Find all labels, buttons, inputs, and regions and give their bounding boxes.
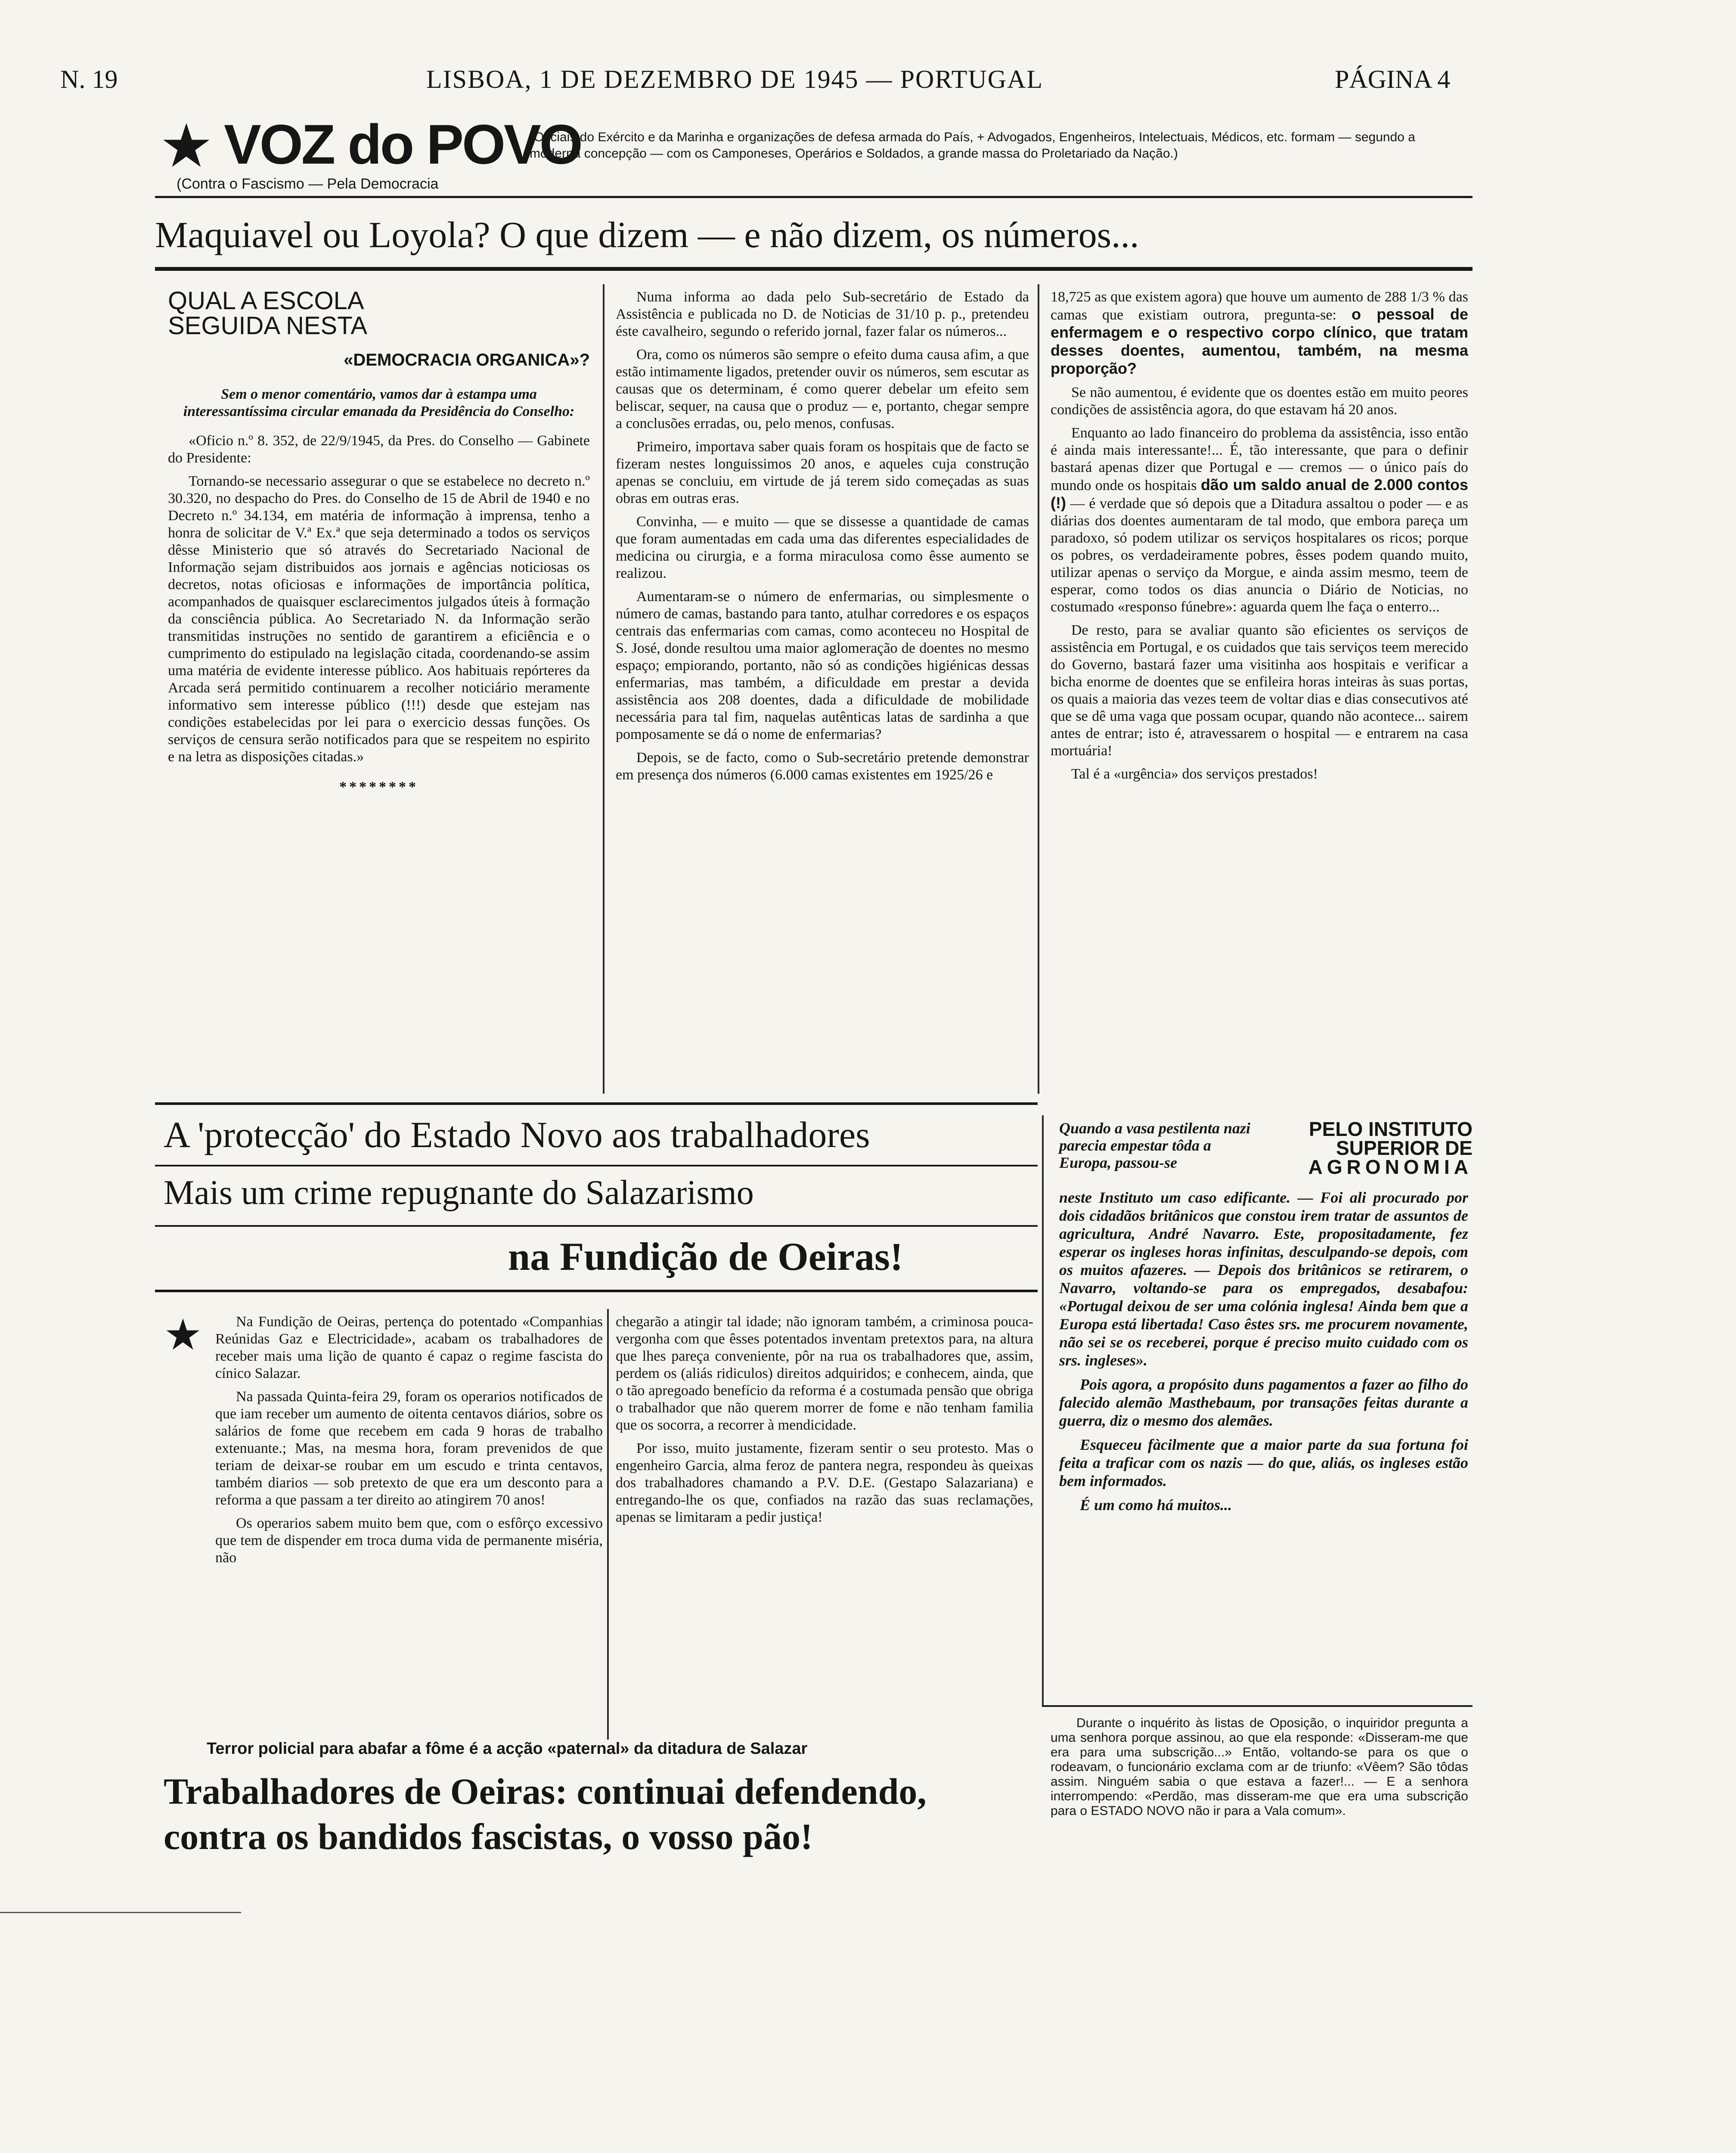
article3-title [1274,1120,1472,1176]
article2-star-icon: ★ [164,1309,202,1360]
article1-intro: Sem o menor comentário, vamos dar à estampa uma interessantíssima circular emanada da Presidência do Conselho: [183,386,575,419]
article1-col2 [616,289,1029,790]
article2-closing-line1: Trabalhadores de Oeiras: continuai defendendo, [164,1771,927,1812]
issue-number: N. 19 [60,65,118,93]
article1-col3-p1a: 18,725 as que existem agora) que houve um aumento de 288 1/3 % das camas que existiam outrora, pregunta-se: [1051,289,1468,323]
article2-headline3: na Fundição de Oeiras! [508,1235,903,1278]
article2-col1 [215,1313,603,1573]
masthead-star-icon: ★ [159,111,214,181]
masthead-title: VOZ do POVO [224,113,581,176]
masthead-tagline: (Contra o Fascismo — Pela Democracia [177,176,439,192]
article3-title1: PELO INSTITUTO [1309,1118,1472,1140]
bottom-edge-rule [0,1912,241,1913]
article2-top-rule [155,1102,1038,1105]
article3-p3: Esqueceu fàcilmente que a maior parte da sua fortuna foi feita a traficar com os nazis — do que, aliás, os ingleses estão bem informados. [1059,1436,1468,1489]
article2-kicker: Terror policial para abafar a fôme é a acção «paternal» da ditadura de Salazar [207,1740,808,1758]
article1-col3-p1 [1051,289,1468,378]
article1-col3-p5: Tal é a «urgência» dos serviços prestados! [1071,766,1318,782]
article3-title3: AGRONOMIA [1308,1156,1472,1178]
article1-col3-p3c: — é verdade que só depois que a Ditadura assaltou o poder — e as diárias dos doentes aumentaram de tal modo, que embora pareça um paradoxo, só podem utilizar os serviços hospitalares os ricos; porque os pobres, os verdadeiramente pobres, êsses podem quando muito, utilizar apenas o serviço da Morgue, e ainda assim mesmo, teem de esperar, como todos os dias anuncia o Diário de Noticias, no costumado «responso fúnebre»: aguarda quem lhe faça o enterro... [1051,496,1468,615]
article1-divider: ******** [339,779,418,795]
article3-p1: neste Instituto um caso edificante. — Foi ali procurado por dois cidadãos britânicos que constou irem tratar de assuntos de agricultura, André Navarro. Este, propositadamente, fez esperar os ingleses horas infinitas, desculpando-se depois, com os muitos afazeres. — Depois dos britânicos se retirarem, o Navarro, voltando-se para os empregados, desabafou: «Portugal deixou de ser uma colónia inglesa! Ainda bem que a Europa está libertada! Caso êstes srs. me procurem novamente, não sei se os receberei, porque é preciso muito cuidado com os srs. ingleses». [1059,1189,1468,1369]
article1-col-divider-2 [1038,284,1039,1094]
article1-col1-p2: Tornando-se necessario assegurar o que se estabelece no decreto n.º 30.320, no despacho do Pres. do Conselho de 15 de Abril de 1940 e no Decreto n.º 34.134, em matéria de informação à imprensa, tenho a honra de solicitar de V.ª Ex.ª que seja determinado a todos os serviços dêsse Ministerio que só através do Secretariado Nacional de Informação sejam distribuidos aos jornais e agências noticiosas os decretos, notas oficiosas e informações de importância política, acompanhados de quaisquer esclarecimentos julgados úteis à formação da consciência pública. Ao Secretariado N. da Informação serão transmitidas instruções no sentido de garantirem a eficiência e o cumprimento do estipulado na legislação citada, coordenando-se assim uma matéria de evidente interesse público. Aos habituais repórteres da Arcada será permitido continuarem a recolher noticiário meramente informativo sem interesse público (!!!) desde que estejam nas condições estabelecidas por lei para o exercicio dessas funções. Os serviços de censura serão notificados para que se respeitem no espirito e na letra as disposições citadas.» [168,473,590,765]
article1-col3-p3b: dão um saldo anual de 2.000 contos (!) [1051,476,1468,512]
article1-col2-p4: Convinha, — e muito — que se dissesse a quantidade de camas que foram aumentadas em cada uma das diferentes especialidades de medicina ou cirurgia, e a forma miraculosa como êsse aumento se realizou. [616,514,1029,581]
article2-headline2: Mais um crime repugnante do Salazarismo [164,1174,754,1212]
article1-col1-title2: SEGUIDA NESTA [168,312,368,340]
article2-rule-3 [155,1290,1038,1292]
article2-headline1: A 'protecção' do Estado Novo aos trabalhadores [164,1114,870,1155]
article1-col3-p1b: o pessoal de enfermagem e o respectivo corpo clínico, que tratam desses doentes, aumentou, também, na mesma proporção? [1051,305,1468,377]
article2-col1-p1: Na Fundição de Oeiras, pertença do potentado «Companhias Reúnidas Gaz e Electricidade», acabam os trabalhadores de receber mais uma lição de quanto é capaz o regime fascista do cínico Salazar. [215,1314,603,1381]
article2-col2-p2: Por isso, muito justamente, fizeram sentir o seu protesto. Mas o engenheiro Garcia, alma feroz de pantera negra, respondeu às queixas dos trabalhadores chamando a P.V. D.E. (Gestapo Salazariana) e entregando-lhe os que, confiados na razão das suas reclamações, apenas se limitaram a pedir justiça! [616,1440,1033,1525]
article1-col1 [168,289,590,796]
page-number: PÁGINA 4 [1335,65,1451,93]
article1-col1-p1: «Oficio n.º 8. 352, de 22/9/1945, da Pres. do Conselho — Gabinete do Presidente: [168,433,590,466]
dateline: LISBOA, 1 DE DEZEMBRO DE 1945 — PORTUGAL [426,65,1044,93]
article1-col2-p3: Primeiro, importava saber quais foram os hospitais que de facto se fizeram nestes longuissimos 20 anos, e aqueles cuja construção apenas se concluiu, em virtude de já terem sido começadas as suas obras em outras eras. [616,439,1029,506]
masthead-rule [155,196,1472,198]
article3-bottom-rule [1042,1705,1472,1707]
article1-rule [155,267,1472,271]
article1-col2-p5: Aumentaram-se o número de enfermarias, ou simplesmente o número de camas, bastando para tanto, atulhar corredores e os espaços centrais das enfermarias com camas, como aconteceu no Hospital de S. José, donde resultou uma maior aglomeração de doentes no mesmo espaço; empiorando, portanto, não só as condições higiénicas dessas enfermarias, mas também, a dificuldade em prestar a devida assistência aos 208 doentes, dada a dificuldade de mobilidade necessária para tal fim, naquelas autênticas latas de sardinha a que pomposamente se dá o nome de enfermarias? [616,589,1029,742]
article1-headline: Maquiavel ou Loyola? O que dizem — e não dizem, os números... [155,214,1139,255]
article3-body [1059,1188,1468,1520]
article1-col2-p2: Ora, como os números são sempre o efeito duma causa afim, a que estão intimamente ligados, pretender ouvir os números, sem escutar as causas que os determinam, é como querer debelar um efeito sem beliscar, sequer, na causa que o produz — e, portanto, chegar sempre a conclusões erradas, ou, pelo menos, confusas. [616,347,1029,431]
article1-col3 [1051,289,1468,789]
article3-intro: Quando a vasa pestilenta nazi parecia empestar tôda a Europa, passou-se [1059,1120,1251,1171]
article2-closing-line2: contra os bandidos fascistas, o vosso pão! [164,1816,813,1857]
article2-col-divider [607,1309,609,1740]
article2-col1-p3: Os operarios sabem muito bem que, com o esfôrço excessivo que tem de dispender em troca duma vida de permanente miséria, não [215,1515,603,1566]
masthead-note: (Oficiais do Exército e da Marinha e organizações de defesa armada do País, + Advogados, Engenheiros, Intelectuais, Médicos, etc. formam — segundo a moderna concepção — com os Camponeses, Operários e Soldados, a grande massa do Proletariado da Nação.) [530,130,1415,161]
article1-col-divider-1 [603,284,604,1094]
article3-title2: SUPERIOR DE [1336,1137,1472,1159]
article1-col2-p6: Depois, se de facto, como o Sub-secretário pretende demonstrar em presença dos números (6.000 camas existentes em 1925/26 e [616,750,1029,783]
article2-rule-1 [155,1165,1038,1166]
article2-rule-2 [155,1225,1038,1227]
article1-col3-p4: De resto, para se avaliar quanto são eficientes os serviços de assistência em Portugal, e os cuidados que tais serviços teem merecido do Governo, bastará fazer uma visitinha aos hospitais e verificar a bicha enorme de doentes que se enfileira horas inteiras às suas portas, os quais a maioria das vezes teem de voltar dias e dias consecutivos até que se dê uma vaga que possam ocupar, quando não acontece... sairem antes de entrar; isto é, atravessarem o hospital — e entrarem na casa mortuária! [1051,622,1468,759]
article1-col3-p2: Se não aumentou, é evidente que os doentes estão em muito peores condições de assistência agora, do que estavam há 20 anos. [1051,385,1468,418]
article1-col3-p3 [1051,425,1468,616]
article2-col1-p2: Na passada Quinta-feira 29, foram os operarios notificados de que iam receber um aumento de oitenta centavos diários, sobre os salários de fome que recebem em cada 9 horas de trabalho extenuante.; Mas, na mesma hora, foram prevenidos de que teriam de deixar-se roubar em um escudo e trinta centavos, também diarios — sob pretexto de que era um desconto para a reforma a que passam a ter direito ao atingirem 70 anos! [215,1389,603,1508]
article1-col2-p1: Numa informa ao dada pelo Sub-secretário de Estado da Assistência e publicada no D. de Noticias de 31/10 p. p., pretendeu éste cavalheiro, segundo o referido jornal, fazer falar os números... [616,289,1029,339]
article2-col2 [616,1313,1033,1532]
article1-col3-p3a: Enquanto ao lado financeiro do problema da assistência, isso então é ainda mais interessante!... É, tão interessante, que para o definir bastará apenas dizer que Portugal e — cremos — o único país do mundo onde os hospitais [1051,425,1468,493]
article3-left-border [1042,1115,1044,1705]
article3-p2: Pois agora, a propósito duns pagamentos a fazer ao filho do falecido alemão Masthebaum, por transações feitas durante a guerra, diz o mesmo dos alemães. [1059,1376,1468,1429]
article3-p4: É um como há muitos... [1080,1496,1232,1514]
article2-col2-p1: chegarão a atingir tal idade; não ignoram também, a criminosa pouca-vergonha com que êsses potentados inventam pretextos para, na altura que lhes pareça conveniente, pôr na rua os trabalhadores que, assim, perdem os (aliás ridiculos) direitos adquiridos; e conhecem, ainda, que o tão apregoado benefício da reforma é a costumada pensão que obriga o trabalhador que não querem morrer de fome e não tenham familia que os socorra, a recorrer à mendicidade. [616,1314,1033,1433]
article1-col1-title3: «DEMOCRACIA ORGANICA»? [344,351,590,369]
article4-text: Durante o inquérito às listas de Oposição, o inquiridor pregunta a uma senhora porque assinou, ao que ela responde: «Disseram-me que era para uma subscrição...» Então, voltando-se para os que o rodeavam, o funcionário exclama com ar de triunfo: «Vêem? São tôdas assim. Ninguém sabia o que estava a fazer!... — E a senhora interrompendo: «Perdão, mas disseram-me que era uma subscrição para o ESTADO NOVO não ir para a Vala comum». [1051,1716,1468,1818]
article1-col1-title1: QUAL A ESCOLA [168,287,364,315]
